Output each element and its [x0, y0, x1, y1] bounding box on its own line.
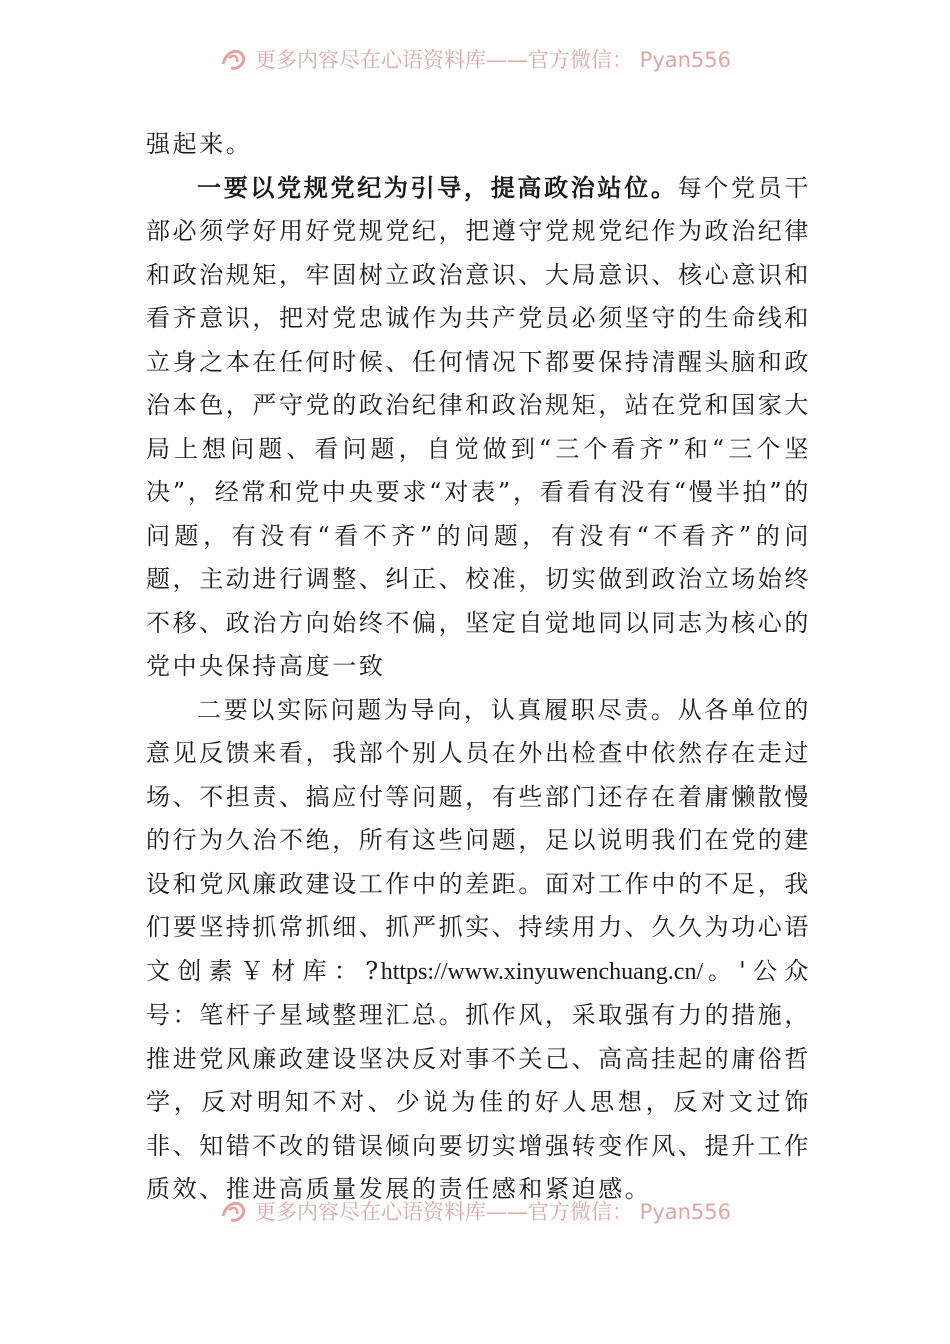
source-url: https://www.xinyuwenchuang.cn/	[380, 958, 704, 985]
paragraph-point-one	[146, 167, 811, 689]
logo-icon	[219, 48, 249, 74]
paragraph-point-two	[146, 689, 811, 1212]
footer-watermark	[0, 1200, 950, 1236]
point-two-text-b: 。'公众号：笔杆子星域整理汇总。抓作风，采取强有力的措施，推进党风廉政建设坚决反对事不关己、高高挂起的庸俗哲学，反对明知不对、少说为佳的好人思想，反对文过饰非、知错不改的错误倾向要切实增强转变作风、提升工作质效、推进高质量发展的责任感和紧迫感。	[146, 956, 812, 1203]
paragraph-continuation: 强起来。	[146, 130, 253, 158]
watermark-text: 更多内容尽在心语资料库——官方微信： Pyan556	[254, 48, 732, 72]
header-watermark	[0, 48, 950, 84]
point-one-text: 每个党员干部必须学好用好党规党纪，把遵守党规党纪作为政治纪律和政治规矩，牢固树立政治意识、大局意识、核心意识和看齐意识，把对党忠诚作为共产党员必须坚守的生命线和立身之本在任何时候、任何情况下都要保持清醒头脑和政治本色，严守党的政治纪律和政治规矩，站在党和国家大局上想问题、看问题，自觉做到“三个看齐”和“三个坚决”，经常和党中央要求“对表”，看看有没有“慢半拍”的问题，有没有“看不齐”的问题，有没有“不看齐”的问题，主动进行调整、纠正、校准，切实做到政治立场始终不移、政治方向始终不偏，坚定自觉地同以同志为核心的党中央保持高度一致	[146, 173, 811, 680]
document-body	[146, 123, 811, 1212]
logo-icon	[219, 1200, 249, 1226]
watermark-text: 更多内容尽在心语资料库——官方微信： Pyan556	[254, 1200, 732, 1224]
point-one-heading: 一要以党规党纪为引导，提高政治站位。	[197, 173, 678, 202]
point-two-text-a: 二要以实际问题为导向，认真履职尽责。从各单位的意见反馈来看，我部个别人员在外出检查中依然存在走过场、不担责、搞应付等问题，有些部门还存在着庸懒散慢的行为久治不绝，所有这些问题，足以说明我们在党的建设和党风廉政建设工作中的差距。面对工作中的不足，我们要坚持抓常抓细、抓严抓实、持续用力、久久为功心语文创素￥材库：?	[146, 695, 811, 985]
